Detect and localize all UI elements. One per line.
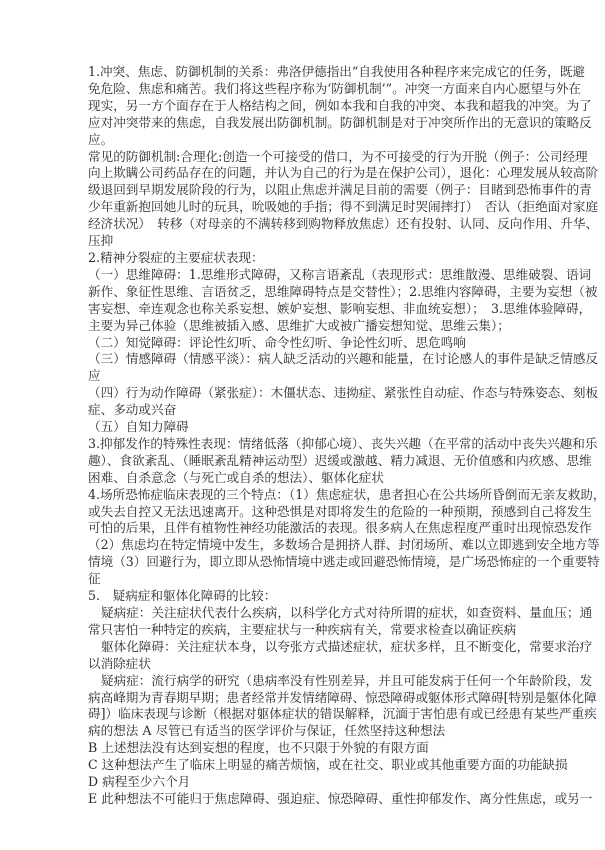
text-line: B 上述想法没有达到妄想的程度，也不只限于外貌的有限方面	[88, 740, 429, 756]
text-line: 或失去自控又无法迅速离开。这种恐惧是对即将发生的危险的一种预期，预感到自己将发生	[88, 503, 592, 519]
text-line: 躯体化障碍：关注症状本身，以夸张方式描述症状，症状多样，且不断变化，常要求治疗	[101, 638, 593, 654]
text-line: 症、多动或兴奋	[88, 402, 177, 418]
text-line: 5. 疑病症和躯体化障碍的比较：	[88, 588, 277, 604]
text-line: （五）自知力障碍	[88, 419, 189, 435]
text-line: 级退回到早期发展阶段的行为，以阻止焦虑并满足目前的需要（例子：目睹到恐怖事件的青	[88, 182, 592, 198]
text-line: 可怕的后果，且伴有植物性神经功能激活的表现。很多病人在焦虑程度严重时出现惊恐发作	[88, 520, 592, 536]
text-line: 应对冲突带来的焦虑，自我发展出防御机制。防御机制是对于冲突所作出的无意识的策略反	[88, 114, 592, 130]
text-line: 趣）、食欲紊乱、（睡眠紊乱精神运动型）迟缓或激越、精力减退、无价值感和内疚感、思维	[88, 452, 592, 468]
text-line: E 此种想法不可能归于焦虑障碍、强迫症、惊恐障碍、重性抑郁发作、离分性焦虑，或另一	[88, 790, 593, 806]
text-line: （三）情感障碍（情感平淡）：病人缺乏活动的兴趣和能量，在讨论感人的事件是缺乏情感反	[88, 351, 599, 367]
text-line: 疑病症：流行病学的研究（患病率没有性别差异，并且可能发病于任何一个年龄阶段，发	[101, 672, 593, 688]
text-line: 害妄想、牵连观念也称关系妄想、嫉妒妄想、影响妄想、非血统妄想）； 3.思维体验障碍，	[88, 300, 592, 316]
text-line: D 病程至少六个月	[88, 774, 191, 790]
text-line: 征	[88, 571, 101, 587]
text-line: 疑病症：关注症状代表什么疾病，以科学化方式对待所谓的症状，如查资料、量血压；通	[101, 605, 593, 620]
text-line: 病高峰期为青春期早期；患者经常并发情绪障碍、惊恐障碍或躯体形式障碍[特别是躯体化障	[88, 689, 597, 705]
text-line: 2.精神分裂症的主要症状表现：	[88, 249, 264, 265]
text-line: 应。	[88, 131, 114, 147]
text-line: 现实，另一方个面存在于人格结构之间，例如本我和自我的冲突、本我和超我的冲突。为了	[88, 97, 592, 113]
document-page	[88, 64, 605, 808]
text-line: 困难、自杀意念（与死亡或自杀的想法）、躯体化症状	[88, 469, 384, 485]
text-line: 病的想法 A 尽管已有适当的医学评价与保证，任然坚持这种想法	[88, 723, 446, 739]
text-line: 压抑	[88, 233, 114, 249]
text-line: 常只害怕一种特定的疾病，主要症状与一种疾病有关，常要求检查以确证疾病	[88, 621, 517, 637]
text-line: 4.场所恐怖症临床表现的三个特点：（1）焦虑症状，患者担心在公共场所昏倒而无亲友救助，	[88, 486, 605, 502]
text-line: 1.冲突、焦虑、防御机制的关系：弗洛伊德指出“自我使用各种程序来完成它的任务，既避	[88, 64, 586, 79]
text-line: 经济状况） 转移（对母亲的不满转移到购物释放焦虑）还有投射、认同、反向作用、升华、	[88, 216, 599, 232]
text-line: 免危险、焦虑和痛苦。我们将这些程序称为‘防御机制’”。冲突一方面来自内心愿望与外在	[88, 80, 582, 96]
text-line: 常见的防御机制:合理化:创造一个可接受的借口，为不可接受的行为开脱（例子：公司经理	[88, 148, 588, 164]
text-line: 3.抑郁发作的特殊性表现：情绪低落（抑郁心境）、丧失兴趣（在平常的活动中丧失兴趣和乐	[88, 435, 598, 451]
text-line: （一）思维障碍：1.思维形式障碍，又称言语紊乱（表现形式：思维散漫、思维破裂、语词	[88, 266, 592, 282]
text-line: 情境（3）回避行为，即立即从恐怖情境中逃走或回避恐怖情境，是广场恐怖症的一个重要特	[88, 554, 600, 570]
text-line: 向上欺瞒公司药品存在的问题，并认为自己的行为是在保护公司），退化：心理发展从较高阶	[88, 165, 599, 181]
text-line: 主要为异己体验（思维被插入感、思维扩大或被广播妄想知觉、思维云集）；	[88, 317, 510, 333]
text-line: C 这种想法产生了临床上明显的痛苦烦恼，或在社交、职业或其他重要方面的功能缺损	[88, 757, 568, 773]
text-line: 以消除症状	[88, 655, 151, 671]
text-line: 少年重新抱回她儿时的玩具，吮吸她的手指；得不到满足时哭闹摔打） 否认（拒绝面对家庭	[88, 199, 599, 215]
text-line: （二）知觉障碍：评论性幻听、命令性幻听、争论性幻听、思危鸣响	[88, 334, 466, 350]
text-line: 新作、象征性思维、言语贫乏，思维障碍特点是交替性）；2.思维内容障碍，主要为妄想（被	[88, 283, 598, 299]
text-line: （2）焦虑均在特定情境中发生，多数场合是拥挤人群、封闭场所、难以立即逃到安全地方等	[88, 537, 600, 553]
text-line: （四）行为动作障碍（紧张症）：木僵状态、违拗症、紧张性自动症、作态与特殊姿态、刻板	[88, 385, 599, 401]
text-line: 碍]）临床表现与诊断（根据对躯体症状的错误解释，沉湎于害怕患有或已经患有某些严重疾	[88, 706, 597, 722]
text-line: 应	[88, 368, 101, 384]
